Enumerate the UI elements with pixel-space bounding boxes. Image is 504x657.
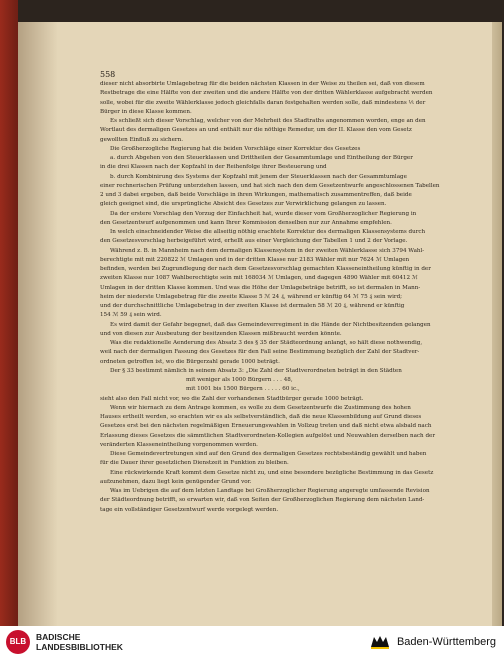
text-line: gewollten Einfluß zu sichern. — [100, 136, 183, 143]
text-line: Es wird damit der Gefahr begegnet, daß das Gemeindeverregiment in die Hände der Nichtbesitzenden gelangen — [110, 321, 431, 328]
text-line: in die drei Klassen nach der Kopfzahl in der Reihenfolge ihrer Besteuerung und — [100, 164, 327, 171]
text-line: dieser nicht absorbirte Umlagebetrag für die beiden nächsten Klassen in der Weise zu theilen sei, daß von diesem — [100, 81, 425, 87]
text-line: Gesetzes erst bei den nächsten regelmäßigen Erneuerungswahlen in Vollzug treten und daß nicht etwa alsbald nach — [100, 423, 432, 430]
text-line: berechtigte mit mit 220822 ℳ Umlagen und in der dritten Klasse nur 2183 Wähler mit nur 7624 ℳ Umlagen — [100, 256, 410, 263]
state-lions-icon — [369, 633, 391, 651]
library-name — [36, 632, 123, 652]
text-line: Während z. B. in Mannheim nach dem dermaligen Klassensystem in der zweiten Wählerklasse sich 3794 Wahl- — [110, 247, 425, 254]
library-name-line1: BADISCHE — [36, 631, 81, 642]
text-line: heim der niederste Umlagebetrag für die zweite Klasse 5 ℳ 24 ₰, während er künftig 64 ℳ 75 ₰ sein wird; — [100, 293, 403, 300]
blb-logo: BLB — [6, 630, 30, 654]
text-line: ordneten getroffen ist, wo die Bürgerzahl gerade 1000 beträgt. — [100, 358, 280, 365]
text-line: Was die redaktionelle Aenderung des Absatz 3 des § 35 der Städteordnung anlangt, so hält diese nothwendig, — [110, 340, 423, 346]
text-line: In welch einschneidender Weise die allseitig nöthig erachtete Korrektur des dermaligen Klassensystems durch — [110, 229, 426, 235]
text-line: veränderten Klasseneintheilung vorgenommen werden. — [100, 441, 258, 448]
text-line: den Gesetzesvorschlag herbeigeführt wird, erhellt aus einer Vergleichung der Tabellen 1 und 2 der Vorlage. — [100, 238, 408, 245]
text-line: Restbetrage die eine Hälfte von der zweiten und die andere Hälfte von der dritten Wählerklasse aufgebracht werden — [100, 90, 433, 97]
text-line: aufzunehmen, dazu liegt kein genügender Grund vor. — [100, 478, 252, 485]
footer-bar — [0, 626, 504, 657]
text-line: sieht also den Fall nicht vor, wo die Zahl der vorhandenen Stadtbürger gerade 1000 beträgt. — [100, 395, 364, 402]
text-line: a. durch Abgehen von den Steuerklassen und Drittheilen der Gesammtumlage und Eintheilung der Bürger — [110, 155, 413, 161]
library-name-line2: LANDESBIBLIOTHEK — [36, 641, 123, 652]
book-binding-edge — [0, 0, 18, 626]
text-line: Wenn wir hiernach zu dem Antrage kommen, es wolle zu dem Gesetzentwurfe die Zustimmung des hohen — [110, 404, 411, 411]
text-line: einer rechnerischen Prüfung unterziehen lassen, und hat sich nach den dem Gesetzentwurfe angeschlossenen Tabellen — [100, 182, 440, 189]
text-line: Diese Gemeindevertretungen sind auf den Grund des dermaligen Gesetzes rechtsbeständig gewählt und haben — [110, 451, 427, 457]
text-line: mit 1001 bis 1500 Bürgern . . . . . 60 ic., — [186, 386, 300, 393]
page-number: 558 — [100, 70, 116, 79]
text-line: zweiten Klasse nur 1087 Wahlberechtigte sein mit 168034 ℳ Umlagen, und dagegen 4890 Wähler mit 60412 ℳ — [100, 275, 418, 282]
text-line: Umlagen in der dritten Klasse kommen. Und was die Höhe der Umlagebeträge betrifft, so ist dermalen in Mann- — [100, 284, 421, 291]
text-line: Hauses ertheilt werden, so erachten wir es als selbstverständlich, daß die neue Klassenbildung auf Grund dieses — [100, 414, 422, 420]
text-line: 154 ℳ 59 ₰ sein wird. — [100, 312, 162, 319]
text-line: Da der erstere Vorschlag den Vorzug der Einfachheit hat, wurde dieser vom Großherzoglicher Regierung in — [110, 210, 417, 217]
state-name: Baden-Württemberg — [396, 635, 496, 648]
text-line: und der durchschnittliche Umlagebetrag in der zweiten Klasse ist dermalen 58 ℳ 20 ₰, während er künftig — [100, 303, 405, 309]
text-line: 2 und 3 dabei ergeben, daß beide Vorschläge in ihren Wirkungen, mathematisch zusammentreffen, daß beide — [100, 192, 412, 198]
text-line: Die Großherzogliche Regierung hat die beiden Vorschläge einer Korrektur des Gesetzes — [110, 145, 361, 152]
text-line: mit weniger als 1000 Bürgern . . . 48, — [186, 377, 293, 383]
text-line: weil nach der dermaligen Fassung des Gesetzes für den Fall seine Bestimmung bezüglich der Zahl der Stadtver- — [100, 349, 420, 356]
text-line: Eine rückwirkende Kraft kommt dem Gesetze nicht zu, und eine besondere bezügliche Bestimmung in das Gesetz — [110, 469, 434, 476]
text-line: Erlassung dieses Gesetzes die sämmtlichen Stadtverordneten-Kollegien aufgelöst und Neuwahlen derselben nach der — [100, 432, 436, 439]
page-edge — [492, 22, 502, 626]
text-line: Es schließt sich dieser Vorschlag, welcher von der Mehrheit des Stadtraths angenommen worden, enge an den — [110, 118, 426, 124]
state-logo — [369, 633, 496, 651]
text-line: gleich geeignet sind, die ursprüngliche Absicht des Gesetzes zur Verwirklichung gelangen zu lassen. — [100, 201, 387, 208]
text-line: Der § 33 bestimmt nämlich in seinem Absatz 3: „Die Zahl der Stadtverordneten beträgt in den Städten — [110, 367, 402, 374]
text-line: b. durch Kombinirung des Systems der Kopfzahl mit jenem der Steuerklassen nach der Gesammtumlage — [110, 173, 407, 180]
text-line: Bürger in diese Klasse kommen. — [100, 108, 192, 115]
text-line: und von diesen zur Ausbeutung der besitzenden Klassen mißbraucht werden könnte. — [100, 330, 342, 337]
text-line: den Gesetzentwurf aufgenommen und kann Ihrer Kommission denselben nur zur Annahme empfehlen. — [100, 219, 392, 226]
text-line: für die Dauer ihrer gesetzlichen Dienstzeit in Funktion zu bleiben. — [100, 460, 289, 467]
text-line: solle, wobei für die zweite Wählerklasse jedoch gleichfalls daran festgehalten werden solle, daß mindestens ⅕ der — [100, 99, 426, 106]
page-text — [100, 80, 472, 515]
text-line: der Städteordnung betrifft, so erwarten wir, daß von Seiten der Großherzoglichen Regierung dem nächsten Land- — [100, 497, 425, 504]
text-line: Was im Uebrigen die auf dem letzten Landtage bei Großherzoglicher Regierung angeregte umfassende Revision — [110, 488, 430, 494]
text-line: Wortlaut des dermaligen Gesetzes an und enthält nur die nöthige Remedur, um der II. Klasse den vom Gesetz — [100, 127, 412, 134]
text-line: befinden, werden bei Zugrundlegung der nach dem Gesetzesvorschlag gemachten Klasseneintheilung künftig in der — [100, 266, 431, 272]
text-line: tage ein vollständiger Gesetzentwurf werde vorgelegt werden. — [100, 506, 279, 513]
